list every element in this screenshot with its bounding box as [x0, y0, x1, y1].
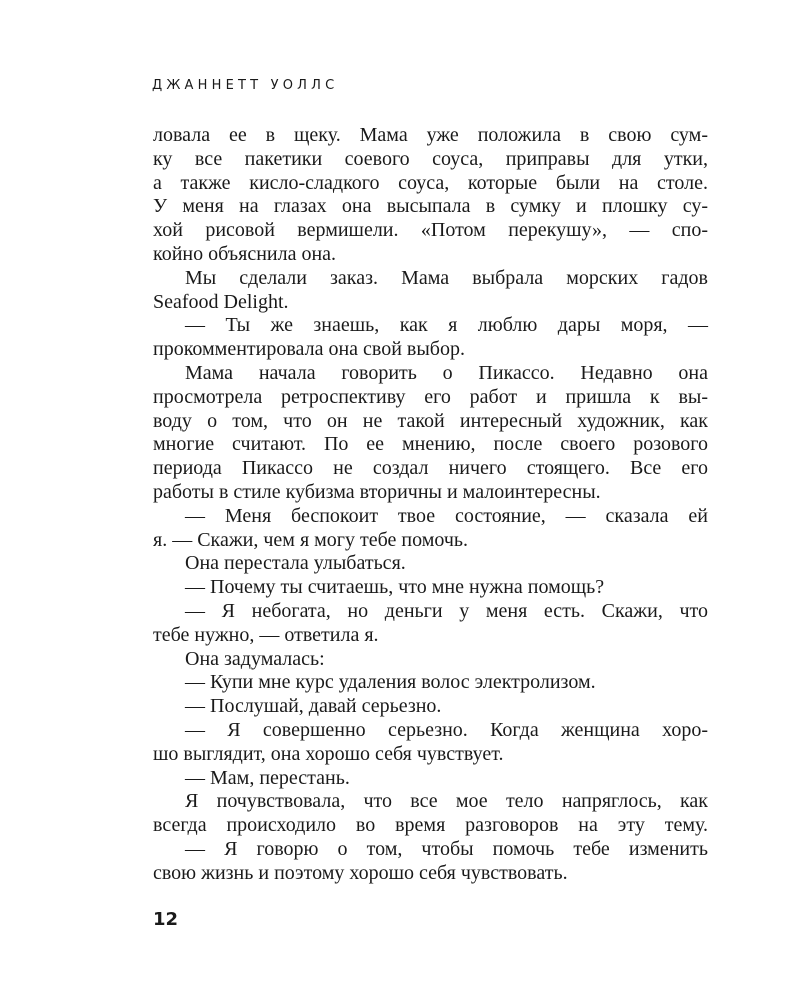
running-head-author: ДЖАННЕТТ УОЛЛС — [152, 78, 339, 93]
text-line: — Почему ты считаешь, что мне нужна помощь? — [185, 576, 605, 599]
text-line: Она перестала улыбаться. — [185, 552, 406, 575]
text-line: воду о том, что он не такой интересный художник, как — [153, 409, 708, 432]
text-line: хой рисовой вермишели. «Потом перекушу», — спо- — [153, 219, 708, 242]
text-line: Она задумалась: — [185, 647, 325, 670]
text-line: Мама начала говорить о Пикассо. Недавно она — [185, 361, 708, 384]
text-line: — Я говорю о том, чтобы помочь тебе изменить — [185, 837, 708, 860]
text-line: а также кисло-сладкого соуса, которые были на столе. — [153, 171, 708, 194]
text-line: — Купи мне курс удаления волос электролизом. — [185, 671, 596, 694]
text-line: — Я совершенно серьезно. Когда женщина хоро- — [185, 718, 708, 741]
text-line: Seafood Delight. — [153, 290, 289, 313]
body-text — [153, 124, 708, 886]
text-line: — Меня беспокоит твое состояние, — сказала ей — [185, 504, 708, 527]
text-line: — Послушай, давай серьезно. — [185, 695, 442, 718]
text-line: периода Пикассо не создал ничего стоящего. Все его — [153, 457, 708, 480]
text-line: У меня на глазах она высыпала в сумку и плошку су- — [153, 195, 708, 218]
text-line: просмотрела ретроспективу его работ и пришла к вы- — [153, 385, 708, 408]
text-line: койно объяснила она. — [153, 242, 337, 265]
text-line: многие считают. По ее мнению, после своего розового — [153, 433, 708, 456]
text-line: свою жизнь и поэтому хорошо себя чувствовать. — [153, 861, 568, 884]
text-line: работы в стиле кубизма вторичны и малоинтересны. — [153, 480, 601, 503]
page-number: 12 — [153, 909, 179, 930]
text-line: ку все пакетики соевого соуса, приправы для утки, — [153, 147, 708, 170]
text-line: ловала ее в щеку. Мама уже положила в свою сум- — [153, 124, 708, 146]
text-line: я. — Скажи, чем я могу тебе помочь. — [153, 528, 469, 551]
text-line: — Ты же знаешь, как я люблю дары моря, — — [185, 314, 708, 337]
text-line: — Я небогата, но деньги у меня есть. Скажи, что — [185, 599, 708, 622]
text-line: прокомментировала она свой выбор. — [153, 338, 465, 361]
text-line: всегда происходило во время разговоров на эту тему. — [153, 814, 708, 837]
text-line: Я почувствовала, что все мое тело напряглось, как — [185, 790, 708, 813]
text-line: Мы сделали заказ. Мама выбрала морских гадов — [185, 266, 708, 289]
text-line: шо выглядит, она хорошо себя чувствует. — [153, 742, 504, 765]
text-line: тебе нужно, — ответила я. — [153, 623, 379, 646]
text-line: — Мам, перестань. — [185, 766, 350, 789]
